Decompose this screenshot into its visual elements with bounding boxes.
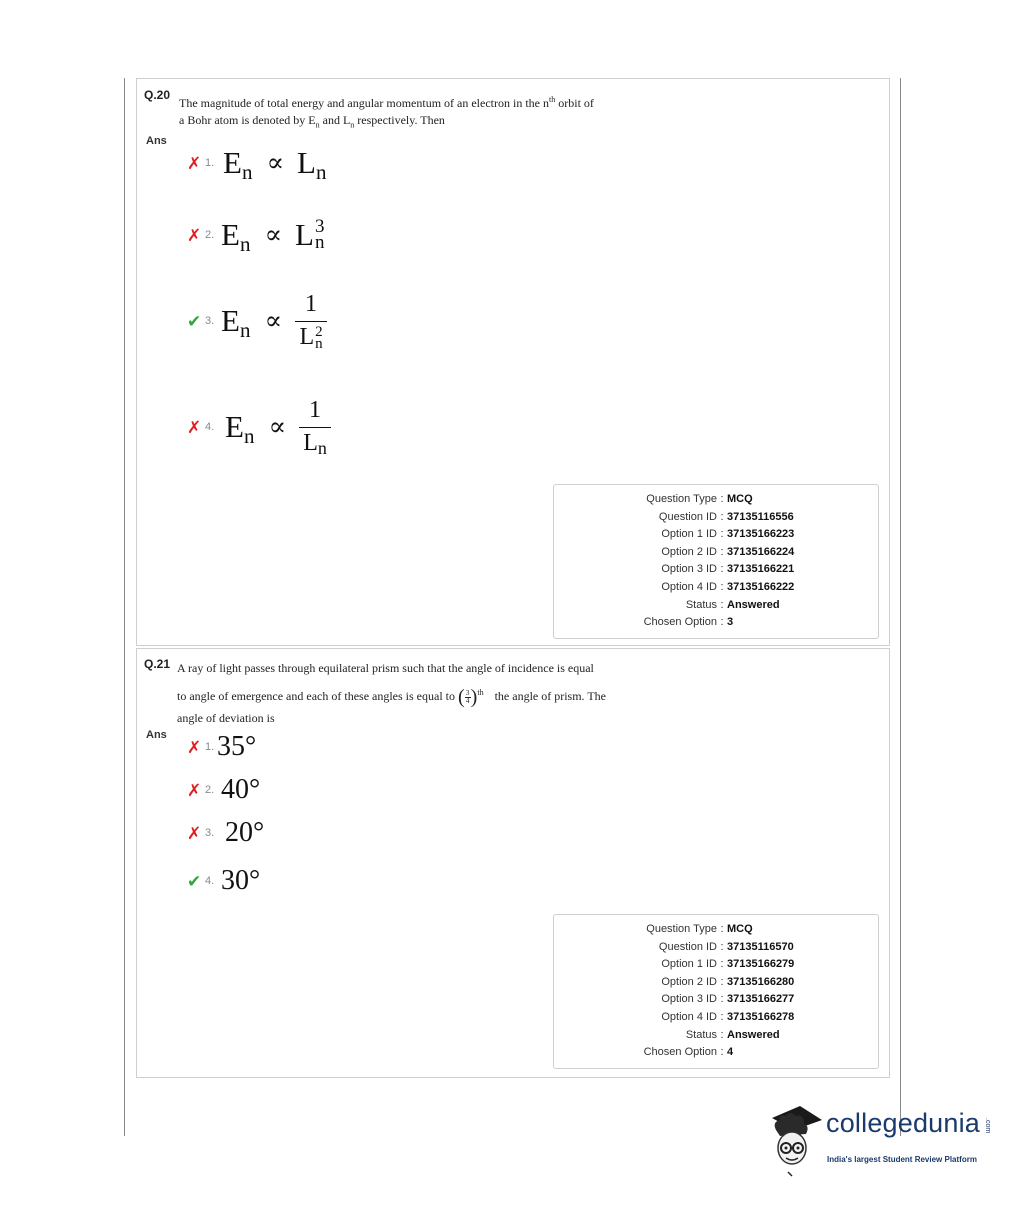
collegedunia-logo [766, 1100, 996, 1180]
meta-row: Option 2 ID : 37135166224 [661, 545, 795, 558]
option-number: 3. [205, 827, 215, 839]
option-number: 2. [205, 784, 215, 796]
meta-row: Option 4 ID : 37135166222 [661, 580, 795, 593]
cross-icon: ✗ [187, 417, 202, 437]
cross-icon: ✗ [187, 153, 202, 173]
meta-row: Option 4 ID : 37135166278 [661, 1010, 795, 1023]
option-number: 2. [205, 229, 215, 241]
cross-icon: ✗ [187, 823, 202, 843]
question-meta-panel [553, 914, 879, 1069]
option-2 [187, 774, 260, 806]
meta-row: Option 1 ID : 37135166279 [661, 958, 795, 971]
proportional-symbol: ∝ [264, 220, 283, 249]
question-text-line-1: The magnitude of total energy and angular momentum of an electron in the $n^{th}$ orbit of [179, 95, 594, 110]
meta-row: Question Type : MCQ [646, 493, 753, 505]
three-fourths-fraction: ( 3 4 ) [458, 685, 478, 708]
ans-label: Ans [146, 135, 167, 147]
proportional-symbol: ∝ [264, 306, 283, 335]
question-20-box [136, 78, 890, 646]
option-3 [187, 291, 327, 351]
option-value: 40° [221, 774, 261, 805]
question-text-line-3: angle of deviation is [177, 710, 275, 725]
brand-suffix: .com [984, 1118, 991, 1134]
meta-row: Question ID : 37135116556 [658, 510, 794, 523]
question-number: Q.20 [144, 88, 171, 102]
question-text [177, 658, 697, 729]
check-icon: ✔ [187, 311, 202, 331]
question-text-line-2: a Bohr atom is denoted by $E_n$ and $L_n$ respectively. Then [179, 113, 445, 130]
meta-row: Option 2 ID : 37135166280 [661, 975, 795, 988]
question-text-line-1: A ray of light passes through equilateral prism such that the angle of incidence is equal [177, 661, 594, 675]
option-number: 4. [205, 421, 215, 433]
meta-row: Option 3 ID : 37135166277 [661, 993, 795, 1006]
option-number: 1. [205, 157, 215, 169]
option-1 [187, 731, 256, 763]
meta-row: Status : Answered [685, 598, 780, 611]
brand-name: collegedunia [826, 1108, 981, 1138]
meta-row: Question ID : 37135116570 [658, 940, 794, 953]
meta-row: Question Type : MCQ [646, 923, 753, 935]
question-meta-panel [553, 484, 879, 639]
option-value: 20° [225, 817, 265, 848]
question-text-line-2: to angle of emergence and each of these angles is equal to ( 3 4 ) $^{th}$ the angle of prism. The [177, 685, 606, 708]
question-number: Q.21 [144, 657, 171, 671]
cross-icon: ✗ [187, 737, 202, 757]
option-formula: E n ∝ L 3 n [221, 216, 325, 256]
question-text [179, 91, 679, 133]
option-4 [187, 865, 260, 897]
check-icon: ✔ [187, 871, 202, 891]
fraction-bar [295, 321, 327, 322]
option-formula: E n ∝ 1 L n [225, 397, 331, 457]
option-formula: E n ∝ L n [223, 145, 327, 184]
option-2 [187, 216, 325, 256]
option-value: 30° [221, 865, 261, 896]
meta-row: Chosen Option : 3 [643, 616, 734, 629]
option-number: 3. [205, 315, 215, 327]
question-21-box [136, 648, 890, 1078]
option-4 [187, 397, 331, 457]
option-formula: E n ∝ 1 L 2 n [221, 291, 327, 351]
fraction: 1 L 2 n [295, 291, 327, 351]
right-page-rule [900, 78, 901, 1136]
meta-row: Chosen Option : 4 [643, 1046, 734, 1059]
fraction: 1 L n [299, 397, 331, 457]
fraction-bar [299, 427, 331, 428]
meta-row: Status : Answered [685, 1028, 780, 1041]
option-value: 35° [217, 731, 257, 762]
cross-icon: ✗ [187, 780, 202, 800]
meta-row: Option 3 ID : 37135166221 [661, 563, 795, 576]
ans-label: Ans [146, 729, 167, 741]
mascot-icon [766, 1100, 824, 1180]
meta-row: Option 1 ID : 37135166223 [661, 528, 795, 541]
left-page-rule [124, 78, 125, 1136]
brand-tagline: India's largest Student Review Platform [827, 1155, 977, 1164]
proportional-symbol: ∝ [266, 148, 285, 177]
cross-icon: ✗ [187, 225, 202, 245]
option-3 [187, 817, 264, 849]
option-1 [187, 145, 327, 184]
proportional-symbol: ∝ [268, 412, 287, 441]
option-number: 1. [205, 741, 215, 753]
option-number: 4. [205, 875, 215, 887]
